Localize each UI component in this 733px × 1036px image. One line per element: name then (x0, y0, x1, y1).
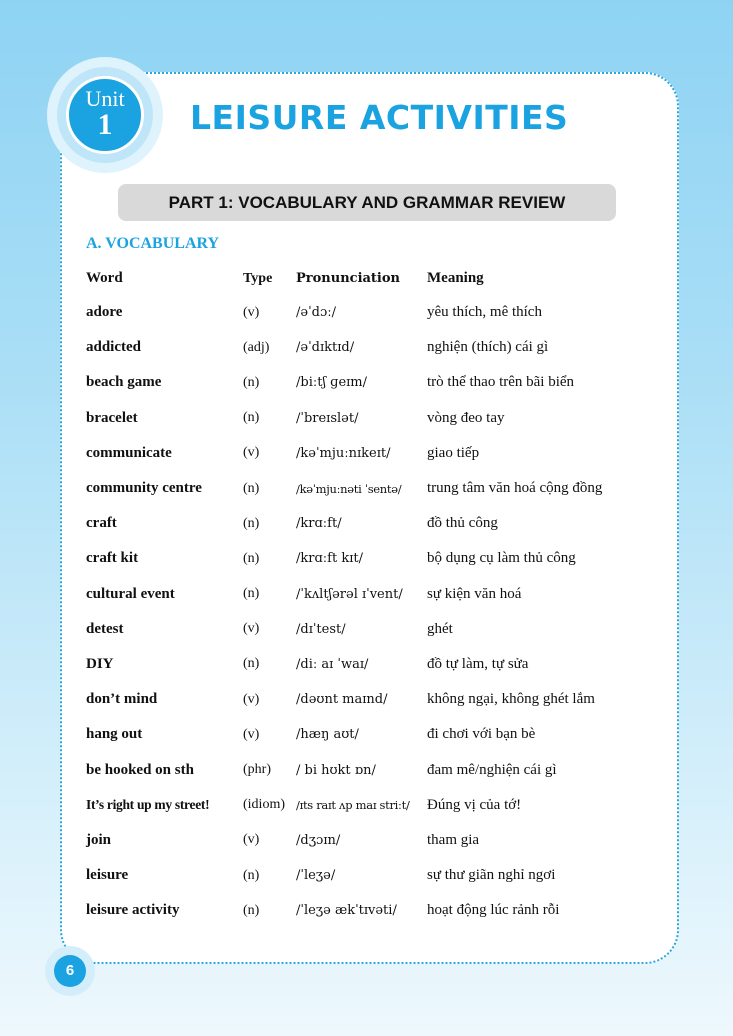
pronunciation-cell: /kəˈmjuːnəti ˈsentə/ (296, 481, 402, 496)
type-cell: (n) (243, 410, 260, 426)
word-cell: don’t mind (86, 691, 158, 708)
type-cell: (v) (243, 445, 260, 461)
table-row (86, 612, 676, 647)
word-cell: community centre (86, 480, 202, 497)
word-cell: be hooked on sth (86, 761, 194, 778)
pronunciation-cell: /biːtʃ ɡeɪm/ (296, 375, 368, 391)
type-cell: (n) (243, 480, 260, 496)
meaning-cell: đồ tự làm, tự sửa (427, 655, 529, 672)
pronunciation-cell: /krɑːft kɪt/ (296, 551, 363, 567)
page-title: LEISURE ACTIVITIES (190, 98, 569, 137)
meaning-cell: ghét (427, 620, 453, 637)
pronunciation-cell: /ˈkʌltʃərəl ɪˈvent/ (296, 586, 403, 602)
unit-label: Unit (85, 86, 125, 111)
type-cell: (n) (243, 867, 260, 883)
unit-badge-core (66, 76, 144, 154)
table-row (86, 823, 676, 858)
type-cell: (n) (243, 515, 260, 531)
unit-number: 1 (97, 108, 113, 141)
pronunciation-cell: /ˈleʒə ækˈtɪvəti/ (296, 903, 397, 919)
vocabulary-table (86, 262, 676, 928)
pronunciation-cell: /ˈbreɪslət/ (296, 410, 359, 426)
meaning-cell: bộ dụng cụ làm thủ công (427, 550, 576, 567)
meaning-cell: đồ thủ công (427, 515, 498, 532)
type-cell: (n) (243, 374, 260, 390)
table-row (86, 647, 676, 682)
table-row (86, 752, 676, 787)
word-cell: hang out (86, 726, 143, 743)
type-cell: (v) (243, 304, 260, 320)
table-row (86, 365, 676, 400)
table-row (86, 330, 676, 365)
table-row (86, 401, 676, 436)
type-cell: (phr) (243, 762, 271, 778)
meaning-cell: tham gia (427, 831, 480, 848)
meaning-cell: đam mê/nghiện cái gì (427, 761, 557, 778)
word-cell: craft (86, 515, 117, 532)
table-header-row (86, 262, 676, 295)
meaning-cell: trò thể thao trên bãi biển (427, 374, 575, 391)
pronunciation-cell: /kəˈmjuːnɪkeɪt/ (296, 445, 391, 461)
meaning-cell: sự thư giãn nghỉ ngơi (427, 867, 556, 884)
word-cell: leisure activity (86, 902, 180, 919)
table-row (86, 471, 676, 506)
meaning-cell: trung tâm văn hoá cộng đồng (427, 480, 603, 497)
table-row (86, 858, 676, 893)
meaning-cell: không ngại, không ghét lắm (427, 691, 595, 708)
word-cell: cultural event (86, 585, 175, 602)
unit-badge (47, 57, 163, 173)
type-cell: (v) (243, 832, 260, 848)
header-pronunciation: Pronunciation (296, 271, 400, 286)
pronunciation-cell: /dəʊnt maɪnd/ (296, 692, 388, 708)
word-cell: addicted (86, 339, 142, 356)
pronunciation-cell: /ɪts raɪt ʌp maɪ striːt/ (296, 798, 410, 813)
page-number-badge (45, 946, 95, 996)
table-row (86, 577, 676, 612)
type-cell: (v) (243, 691, 260, 707)
word-cell: join (86, 831, 112, 848)
vocabulary-rows (86, 295, 676, 928)
meaning-cell: Đúng vị của tớ! (427, 796, 522, 813)
type-cell: (v) (243, 621, 260, 637)
pronunciation-cell: /hæŋ aʊt/ (296, 727, 359, 743)
pronunciation-cell: /diː aɪ ˈwaɪ/ (296, 656, 369, 672)
header-word: Word (86, 270, 123, 286)
word-cell: DIY (86, 655, 114, 672)
table-row (86, 506, 676, 541)
table-row (86, 541, 676, 576)
meaning-cell: nghiện (thích) cái gì (427, 339, 549, 356)
pronunciation-cell: /krɑːft/ (296, 516, 342, 532)
word-cell: beach game (86, 374, 162, 391)
word-cell: It’s right up my street! (86, 797, 210, 813)
meaning-cell: đi chơi với bạn bè (427, 726, 536, 743)
header-meaning: Meaning (427, 270, 484, 286)
type-cell: (n) (243, 586, 260, 602)
type-cell: (adj) (243, 339, 270, 355)
word-cell: communicate (86, 444, 172, 461)
meaning-cell: hoạt động lúc rảnh rỗi (427, 902, 560, 919)
pronunciation-cell: /ˈleʒə/ (296, 868, 336, 884)
word-cell: detest (86, 620, 124, 637)
meaning-cell: giao tiếp (427, 444, 480, 461)
word-cell: adore (86, 304, 123, 321)
table-row (86, 682, 676, 717)
table-row (86, 788, 676, 823)
meaning-cell: yêu thích, mê thích (427, 304, 542, 321)
type-cell: (idiom) (243, 797, 285, 813)
pronunciation-cell: / bi hʊkt ɒn/ (296, 762, 376, 778)
word-cell: leisure (86, 867, 129, 884)
type-cell: (n) (243, 656, 260, 672)
meaning-cell: sự kiện văn hoá (427, 585, 522, 602)
header-type: Type (243, 270, 273, 286)
word-cell: bracelet (86, 409, 138, 426)
table-row (86, 893, 676, 928)
pronunciation-cell: /əˈdɪktɪd/ (296, 340, 355, 356)
page-number: 6 (54, 955, 86, 987)
meaning-cell: vòng đeo tay (427, 409, 505, 426)
word-cell: craft kit (86, 550, 139, 567)
part-title: PART 1: VOCABULARY AND GRAMMAR REVIEW (118, 184, 616, 221)
pronunciation-cell: /dʒɔɪn/ (296, 832, 341, 848)
type-cell: (n) (243, 550, 260, 566)
pronunciation-cell: /dɪˈtest/ (296, 621, 346, 637)
section-title: A. VOCABULARY (86, 235, 220, 252)
table-row (86, 436, 676, 471)
table-row (86, 717, 676, 752)
type-cell: (n) (243, 902, 260, 918)
table-row (86, 295, 676, 330)
pronunciation-cell: /əˈdɔː/ (296, 305, 337, 321)
type-cell: (v) (243, 726, 260, 742)
